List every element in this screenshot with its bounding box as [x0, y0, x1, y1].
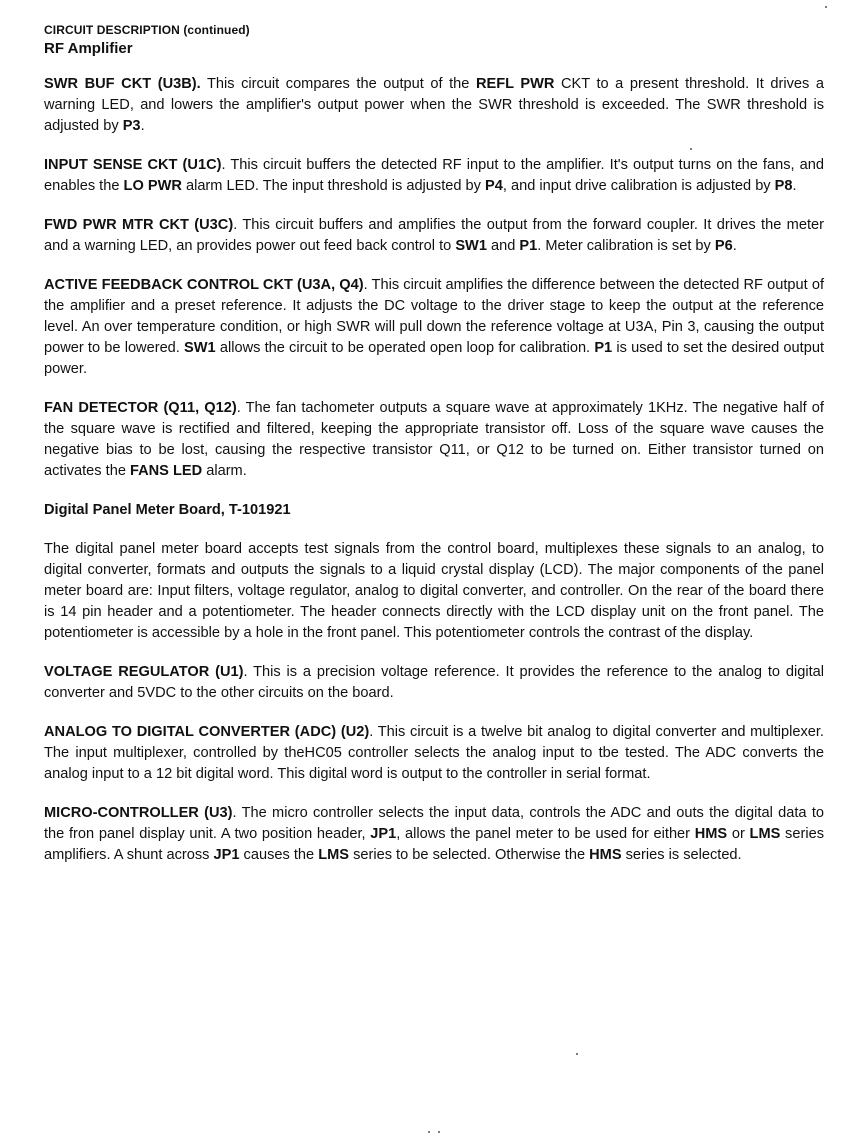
paragraph-voltage-regulator: VOLTAGE REGULATOR (U1). This is a precision voltage reference. It provides the reference to the analog to digital converter and 5VDC to the other circuits on the board.	[44, 664, 824, 701]
term-heading: ACTIVE FEEDBACK CONTROL CKT (U3A, Q4)	[44, 277, 364, 293]
term-heading: FAN DETECTOR (Q11, Q12)	[44, 400, 237, 416]
paragraph-digital-panel-meter: The digital panel meter board accepts test signals from the control board, multiplexes these signals to an analog, to digital converter, formats and outputs the signals to a liquid crystal display (LCD). The major components of the panel meter board are: Input filters, voltage regulator, analog to digital converter, and controller. On the rear of the board there is 14 pin header and a potentiometer. The header connects directly with the LCD display unit on the front panel. The potentiometer is accessible by a hole in the front panel. This potentiometer controls the contrast of the display.	[44, 541, 824, 641]
scan-speck	[825, 6, 827, 8]
paragraph-active-feedback: ACTIVE FEEDBACK CONTROL CKT (U3A, Q4). This circuit amplifies the difference between the detected RF output of the amplifier and a preset reference. It adjusts the DC voltage to the driver stage to keep the output at the reference level. An over temperature condition, or high SWR will pull down the reference voltage at U3A, Pin 3, causing the output power to be lowered. SW1 allows the circuit to be operated open loop for calibration. P1 is used to set the desired output power.	[44, 277, 824, 377]
term-heading: VOLTAGE REGULATOR (U1)	[44, 664, 244, 680]
term-heading: MICRO-CONTROLLER (U3)	[44, 805, 233, 821]
term-heading: INPUT SENSE CKT (U1C)	[44, 157, 222, 173]
scan-speck	[438, 1131, 440, 1133]
term-heading: ANALOG TO DIGITAL CONVERTER (ADC) (U2)	[44, 724, 370, 740]
document-page	[44, 22, 824, 866]
paragraph-input-sense: INPUT SENSE CKT (U1C). This circuit buffers the detected RF input to the amplifier. It's output turns on the fans, and enables the LO PWR alarm LED. The input threshold is adjusted by P4, and input drive calibration is adjusted by P8.	[44, 157, 825, 194]
scan-speck	[690, 148, 692, 150]
paragraph-swr-buf: SWR BUF CKT (U3B). This circuit compares the output of the REFL PWR CKT to a present threshold. It drives a warning LED, and lowers the amplifier's output power when the SWR threshold is exceeded. The SWR threshold is adjusted by P3.	[44, 76, 825, 134]
paragraph-adc: ANALOG TO DIGITAL CONVERTER (ADC) (U2). This circuit is a twelve bit analog to digital converter and multiplexer. The input multiplexer, controlled by theHC05 controller selects the analog input to tbe tested. The ADC converts the analog input to a 12 bit digital word. This digital word is output to the controller in serial format.	[44, 724, 824, 782]
subheading-digital-panel-meter: Digital Panel Meter Board, T-101921	[44, 502, 291, 518]
scan-speck	[428, 1131, 430, 1133]
section-label: CIRCUIT DESCRIPTION (continued)	[44, 23, 250, 37]
paragraph-micro-controller: MICRO-CONTROLLER (U3). The micro controller selects the input data, controls the ADC and outs the digital data to the fron panel display unit. A two position header, JP1, allows the panel meter to be used for either HMS or LMS series amplifiers. A shunt across JP1 causes the LMS series to be selected. Otherwise the HMS series is selected.	[44, 805, 824, 863]
term-heading: FWD PWR MTR CKT (U3C)	[44, 217, 234, 233]
term-heading: SWR BUF CKT (U3B).	[44, 76, 201, 92]
paragraph-fan-detector: FAN DETECTOR (Q11, Q12). The fan tachometer outputs a square wave at approximately 1KHz. The negative half of the square wave is rectified and filtered, keeping the appropriate transistor off. Loss of the square wave causes the negative bias to be lost, causing the respective transistor Q11, or Q12 to be turned on. Either transistor turned on activates the FANS LED alarm.	[44, 400, 824, 479]
paragraph-fwd-pwr-mtr: FWD PWR MTR CKT (U3C). This circuit buffers and amplifies the output from the forward coupler. It drives the meter and a warning LED, an provides power out feed back control to SW1 and P1. Meter calibration is set by P6.	[44, 217, 824, 254]
scan-speck	[576, 1053, 578, 1055]
section-title: RF Amplifier	[44, 40, 133, 57]
